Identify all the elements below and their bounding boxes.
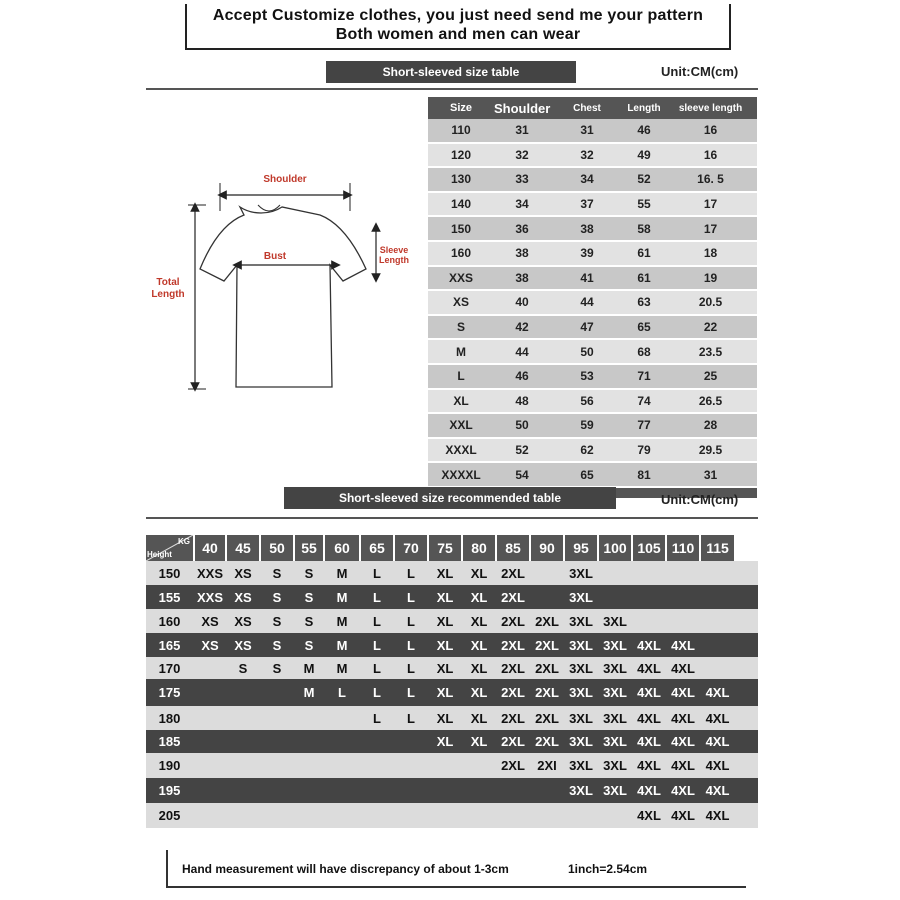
section-divider — [146, 517, 758, 519]
size-table-cell: XXS — [448, 270, 473, 285]
recommend-table-cell: L — [338, 685, 346, 700]
recommend-table-cell: 3XL — [569, 660, 593, 676]
recommend-table-cell: S — [304, 613, 314, 629]
recommend-table-cell: 2XL — [501, 710, 525, 726]
recommend-table-cell: L — [373, 637, 381, 653]
recommend-table-cell: XS — [201, 613, 219, 629]
size-table-row — [428, 340, 757, 365]
recommend-table-cell: 3XL — [569, 565, 593, 581]
size-table — [428, 97, 757, 498]
recommend-table-cell: L — [373, 685, 381, 700]
size-table-cell: 65 — [637, 320, 651, 335]
weight-column-header: 65 — [361, 535, 393, 561]
recommend-table-cell: L — [407, 660, 415, 676]
size-table-cell: 74 — [637, 393, 651, 408]
height-row-header: 175 — [158, 685, 181, 700]
recommend-table-cell: 4XL — [637, 710, 661, 726]
recommend-table-cell: M — [336, 589, 348, 605]
recommend-table-cell: 4XL — [671, 758, 695, 773]
recommend-table-cell: M — [303, 685, 315, 700]
size-table-cell: 62 — [580, 443, 594, 458]
recommend-table-cell: 4XL — [705, 685, 730, 700]
recommend-table-cell: L — [373, 565, 381, 581]
corner-height: Height — [147, 550, 172, 559]
recommend-table-row — [146, 706, 758, 730]
recommend-table-cell: XL — [436, 589, 454, 605]
size-table-cell: 38 — [515, 246, 529, 261]
recommend-table-cell: 3XL — [569, 589, 593, 605]
tshirt-diagram — [140, 165, 430, 400]
size-table-cell: 16. 5 — [697, 172, 724, 187]
recommend-table-cell: 4XL — [637, 734, 661, 749]
recommend-table-cell: XL — [470, 589, 488, 605]
recommend-table-cell: XL — [436, 613, 454, 629]
recommend-table-cell: S — [272, 565, 282, 581]
size-table-row — [428, 390, 757, 415]
size-table-cell: 32 — [515, 147, 529, 162]
size-table-cell: 49 — [637, 147, 651, 162]
inch-conversion: 1inch=2.54cm — [568, 862, 648, 876]
height-row-header: 170 — [158, 660, 181, 676]
recommend-table-row — [146, 609, 758, 633]
total-label-2: Length — [151, 289, 185, 300]
size-table-row — [428, 291, 757, 316]
recommend-table-cell: 4XL — [671, 685, 695, 700]
weight-column-header: 105 — [633, 535, 665, 561]
recommend-table-cell: 4XL — [705, 808, 730, 823]
recommend-table-cell: 2XL — [501, 565, 525, 581]
height-row-header: 190 — [158, 758, 181, 773]
recommend-table-cell: L — [373, 660, 381, 676]
recommend-table-cell: 4XL — [705, 758, 730, 773]
size-table-cell: 48 — [515, 393, 529, 408]
size-table-cell: 81 — [637, 467, 651, 482]
recommend-table-row — [146, 753, 758, 778]
recommend-table-cell: 2XL — [535, 637, 559, 653]
height-row-header: 165 — [158, 637, 181, 653]
size-table-cell: 54 — [515, 467, 529, 482]
size-table-cell: 61 — [637, 246, 651, 261]
recommend-table-cell: 4XL — [637, 637, 661, 653]
recommend-table-cell: S — [304, 565, 314, 581]
recommend-table-cell: 2XL — [535, 660, 559, 676]
size-table-cell: 39 — [580, 246, 594, 261]
size-table-row — [428, 168, 757, 193]
recommend-table-cell: XS — [234, 613, 252, 629]
size-table-column-header: Length — [627, 102, 661, 114]
size-table-cell: 58 — [637, 221, 651, 236]
recommend-table-row — [146, 561, 758, 585]
corner-kg: KG — [178, 537, 190, 546]
weight-column-header: 40 — [195, 535, 225, 561]
recommend-table-cell: L — [373, 589, 381, 605]
recommend-table-cell: 4XL — [671, 808, 695, 823]
recommend-table-cell: 4XL — [705, 734, 730, 749]
weight-column-header: 60 — [325, 535, 359, 561]
recommend-table-cell: XS — [234, 565, 252, 581]
size-table-cell: 32 — [580, 147, 594, 162]
recommend-table-cell: 2XL — [501, 589, 525, 605]
size-table-row — [428, 439, 757, 464]
size-table-cell: 140 — [450, 197, 472, 212]
size-table-cell: 18 — [703, 246, 718, 261]
recommend-table-cell: 2XL — [535, 734, 559, 749]
size-table-cell: 110 — [451, 123, 471, 138]
size-table-cell: 44 — [515, 344, 529, 359]
size-table-cell: L — [457, 369, 465, 384]
recommend-table-cell: 2XL — [501, 613, 525, 629]
size-table-row — [428, 463, 757, 488]
size-table-cell: 44 — [580, 295, 594, 310]
height-row-header: 155 — [158, 589, 181, 605]
recommend-table-cell: 3XL — [569, 710, 593, 726]
size-table-cell: 25 — [703, 369, 718, 384]
recommend-table-cell: S — [304, 589, 314, 605]
recommend-table-cell: XL — [436, 685, 454, 700]
size-table-cell: 79 — [637, 443, 651, 458]
recommend-table-cell: 2XL — [501, 758, 525, 773]
recommend-table-cell: L — [407, 589, 415, 605]
recommend-table-cell: 3XL — [603, 613, 627, 629]
recommend-table-cell: M — [336, 637, 348, 653]
header-line-1: Accept Customize clothes, you just need send me your pattern — [212, 7, 704, 24]
weight-column-header: 80 — [463, 535, 495, 561]
recommend-table-cell: XL — [470, 613, 488, 629]
recommend-table-cell: S — [304, 637, 314, 653]
size-table-cell: 20.5 — [698, 295, 723, 310]
recommend-table-cell: XL — [436, 734, 454, 749]
size-table-cell: XS — [452, 295, 469, 310]
shoulder-label: Shoulder — [263, 174, 307, 185]
recommend-table-cell: 2XL — [501, 685, 525, 700]
recommend-table-cell: XL — [470, 685, 488, 700]
section-divider — [146, 88, 758, 90]
recommend-table-header — [146, 535, 758, 561]
recommend-table-cell: XS — [234, 637, 252, 653]
size-table-cell: 22 — [703, 320, 718, 335]
recommend-table-cell: 2XL — [535, 685, 559, 700]
measurement-note: Hand measurement will have discrepancy of about 1-3cm — [182, 862, 509, 876]
recommend-table-cell: S — [272, 589, 282, 605]
height-row-header: 195 — [158, 783, 181, 798]
recommend-table-body — [146, 561, 758, 828]
recommend-table-cell: 2XL — [535, 613, 559, 629]
recommend-table-cell: 4XL — [705, 783, 730, 798]
recommend-table-cell: 2XL — [501, 660, 525, 676]
recommend-table-cell: L — [407, 637, 415, 653]
recommend-table-cell: 3XL — [603, 685, 627, 700]
size-table-row — [428, 119, 757, 144]
size-table-cell: 34 — [580, 172, 594, 187]
height-row-header: 150 — [158, 565, 181, 581]
size-table-cell: M — [456, 344, 466, 359]
size-table-row — [428, 242, 757, 267]
recommend-table-cell: L — [373, 613, 381, 629]
size-table-cell: 53 — [580, 369, 594, 384]
size-table-cell: 68 — [637, 344, 651, 359]
size-table-cell: 52 — [637, 172, 651, 187]
recommend-table-cell: 3XL — [603, 660, 627, 676]
size-table-cell: 61 — [637, 270, 651, 285]
size-table-cell: XXXXL — [441, 467, 481, 482]
recommend-table-row — [146, 803, 758, 828]
size-table-cell: 23.5 — [698, 344, 723, 359]
size-table-row — [428, 365, 757, 390]
size-table-cell: 46 — [515, 369, 529, 384]
recommend-table-cell: 3XL — [569, 734, 593, 749]
recommend-table-cell: M — [336, 660, 348, 676]
recommend-table-row — [146, 730, 758, 753]
size-table-column-header: sleeve length — [678, 102, 743, 114]
size-table-column-header: Chest — [573, 102, 601, 114]
height-row-header: 205 — [158, 808, 181, 823]
recommend-table-row — [146, 633, 758, 657]
weight-column-header: 90 — [531, 535, 563, 561]
size-table-row — [428, 316, 757, 341]
recommend-table-cell: 3XL — [603, 758, 627, 773]
recommend-table-cell: 4XL — [637, 660, 661, 676]
size-table-cell: 160 — [450, 246, 472, 261]
recommend-table-cell: 4XL — [671, 734, 695, 749]
recommend-table-row — [146, 778, 758, 803]
bust-label: Bust — [263, 251, 287, 262]
size-table-cell: 63 — [637, 295, 651, 310]
recommend-table-cell: 3XL — [569, 613, 593, 629]
recommend-table-cell: XL — [436, 637, 454, 653]
size-table-row — [428, 217, 757, 242]
recommend-table-cell: S — [238, 660, 248, 676]
recommend-table-cell: L — [407, 613, 415, 629]
size-table-cell: 16 — [703, 123, 718, 138]
recommend-table-cell: S — [272, 637, 282, 653]
size-table-row — [428, 267, 757, 292]
recommend-table-cell: 2XI — [537, 758, 557, 773]
size-table-cell: 29.5 — [698, 443, 723, 458]
header-box — [185, 4, 731, 50]
size-table-title: Short-sleeved size table — [326, 61, 576, 83]
recommend-table-cell: XS — [201, 637, 219, 653]
recommend-table-title: Short-sleeved size recommended table — [284, 487, 616, 509]
size-table-column-header: Shoulder — [494, 100, 551, 116]
recommend-table-cell: 2XL — [501, 734, 525, 749]
recommend-table-cell: XL — [436, 660, 454, 676]
recommend-table-cell: M — [303, 660, 315, 676]
recommend-table-cell: M — [336, 565, 348, 581]
size-table-cell: 17 — [703, 221, 718, 236]
height-row-header: 180 — [158, 710, 181, 726]
recommend-table-cell: 4XL — [637, 783, 661, 798]
size-table-cell: 47 — [580, 320, 594, 335]
recommend-table-cell: 2XL — [535, 710, 559, 726]
recommend-table-cell: 4XL — [637, 758, 661, 773]
weight-column-header: 50 — [261, 535, 293, 561]
recommend-table-cell: 4XL — [705, 710, 730, 726]
size-table-cell: 65 — [580, 467, 594, 482]
weight-column-header: 45 — [227, 535, 259, 561]
size-table-cell: 19 — [703, 270, 718, 285]
height-row-header: 185 — [158, 734, 181, 749]
table-corner — [146, 535, 193, 561]
recommend-table-cell: 3XL — [603, 783, 627, 798]
recommend-table-cell: XXS — [196, 589, 223, 605]
footer-note-box — [166, 850, 746, 888]
recommend-table-cell: XL — [470, 565, 488, 581]
size-table-cell: 34 — [515, 197, 529, 212]
total-label-1: Total — [156, 277, 180, 288]
size-table-row — [428, 193, 757, 218]
recommend-table-row — [146, 585, 758, 609]
size-table-cell: 38 — [515, 270, 529, 285]
recommend-table-cell: 4XL — [671, 660, 695, 676]
size-table-cell: 41 — [580, 270, 594, 285]
size-table-cell: 55 — [637, 197, 651, 212]
recommend-table-cell: 3XL — [603, 710, 627, 726]
size-table-cell: 31 — [515, 123, 529, 138]
header-line-2: Both women and men can wear — [335, 26, 581, 43]
size-table-cell: 36 — [515, 221, 529, 236]
size-table-cell: 50 — [580, 344, 594, 359]
recommend-table-cell: 3XL — [569, 637, 593, 653]
size-table-cell: 37 — [580, 197, 594, 212]
recommend-table-cell: 3XL — [569, 685, 593, 700]
weight-column-header: 110 — [667, 535, 699, 561]
weight-column-header: 95 — [565, 535, 597, 561]
size-table-cell: XXL — [449, 418, 473, 433]
size-table-unit: Unit:CM(cm) — [661, 64, 739, 79]
recommend-table-cell: XL — [470, 660, 488, 676]
recommend-table-cell: 2XL — [501, 637, 525, 653]
size-table-header — [428, 97, 757, 119]
weight-column-header: 70 — [395, 535, 427, 561]
recommend-table-cell: M — [336, 613, 348, 629]
size-table-row — [428, 414, 757, 439]
recommend-table-cell: 4XL — [671, 637, 695, 653]
recommend-table-cell: 3XL — [569, 758, 593, 773]
size-table-cell: 46 — [637, 123, 651, 138]
size-table-cell: 33 — [515, 172, 529, 187]
size-table-cell: 31 — [703, 467, 718, 482]
recommend-table-cell: L — [407, 685, 415, 700]
weight-column-header: 85 — [497, 535, 529, 561]
recommend-table-cell: 4XL — [637, 808, 661, 823]
recommend-table-cell: S — [272, 613, 282, 629]
recommend-table-cell: 4XL — [637, 685, 661, 700]
weight-column-header: 75 — [429, 535, 461, 561]
size-table-cell: 77 — [637, 418, 651, 433]
size-table-cell: 71 — [637, 369, 651, 384]
recommend-table-cell: L — [407, 565, 415, 581]
sleeve-label-2: Length — [379, 255, 409, 265]
weight-column-header: 55 — [295, 535, 323, 561]
size-table-cell: 40 — [515, 295, 529, 310]
size-table-cell: S — [456, 320, 465, 335]
recommend-table-cell: L — [373, 710, 381, 726]
size-table-column-header: Size — [449, 102, 472, 114]
size-table-cell: 42 — [515, 320, 529, 335]
recommend-table-cell: S — [272, 660, 282, 676]
size-table-row — [428, 144, 757, 169]
recommend-table-cell: 3XL — [603, 734, 627, 749]
size-table-cell: 130 — [450, 172, 472, 187]
size-table-cell: 120 — [450, 147, 472, 162]
weight-column-header: 100 — [599, 535, 631, 561]
recommend-table-cell: 3XL — [569, 783, 593, 798]
size-table-cell: 38 — [580, 221, 594, 236]
recommend-table-cell: XL — [470, 710, 488, 726]
recommend-table — [146, 535, 758, 828]
weight-column-header: 115 — [701, 535, 734, 561]
recommend-table-unit: Unit:CM(cm) — [661, 492, 739, 507]
recommend-table-cell: 3XL — [603, 637, 627, 653]
sleeve-label-1: Sleeve — [379, 245, 409, 255]
recommend-table-cell: 4XL — [671, 783, 695, 798]
size-table-cell: 28 — [703, 418, 718, 433]
size-table-cell: 59 — [580, 418, 594, 433]
recommend-table-row — [146, 657, 758, 679]
recommend-table-row — [146, 679, 758, 706]
size-table-cell: XL — [453, 393, 469, 408]
size-table-cell: 150 — [450, 221, 472, 236]
size-table-cell: XXXL — [445, 443, 477, 458]
size-table-cell: 26.5 — [698, 393, 723, 408]
size-table-cell: 16 — [703, 147, 718, 162]
recommend-table-cell: L — [407, 710, 415, 726]
recommend-table-cell: XXS — [196, 565, 223, 581]
recommend-table-cell: XS — [234, 589, 252, 605]
size-table-cell: 17 — [703, 197, 718, 212]
size-table-body — [428, 119, 757, 488]
recommend-table-cell: XL — [436, 565, 454, 581]
size-table-cell: 52 — [515, 443, 529, 458]
recommend-table-cell: XL — [470, 734, 488, 749]
size-table-cell: 50 — [515, 418, 529, 433]
recommend-table-cell: XL — [436, 710, 454, 726]
recommend-table-cell: 4XL — [671, 710, 695, 726]
size-table-cell: 56 — [580, 393, 594, 408]
height-row-header: 160 — [158, 613, 181, 629]
size-table-cell: 31 — [580, 123, 594, 138]
recommend-table-cell: XL — [470, 637, 488, 653]
